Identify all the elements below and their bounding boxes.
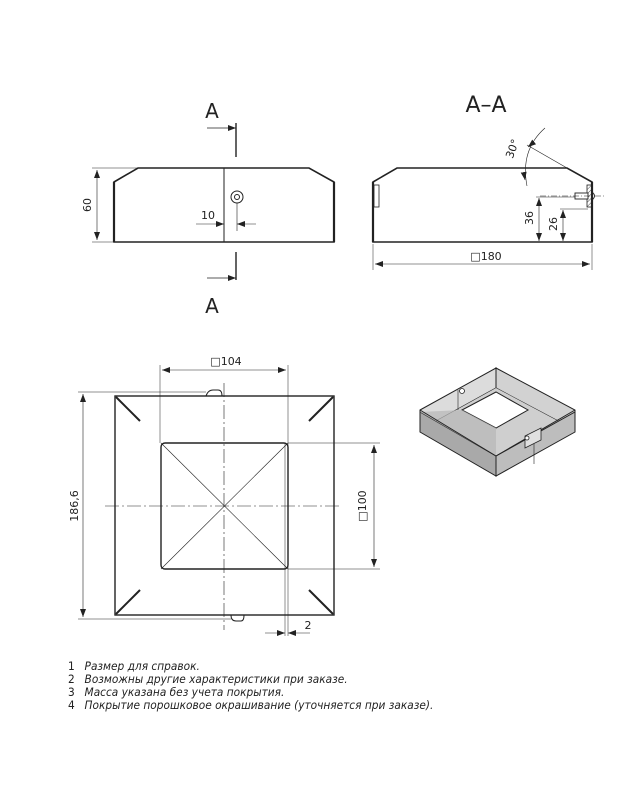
note-item: 4 Покрытие порошковое окрашивание (уточняется при заказе). [68, 698, 434, 712]
note-item: 1 Размер для справок. [68, 659, 200, 673]
dim-36: 36 [523, 211, 536, 225]
dim-width: □180 [470, 250, 502, 263]
top-view [78, 365, 380, 636]
dim-inner-top: □104 [210, 355, 242, 368]
front-view [92, 123, 334, 280]
section-view [373, 128, 604, 270]
section-label-top: A [205, 99, 219, 123]
dim-offset: 10 [201, 209, 215, 222]
section-title: A–A [465, 93, 507, 118]
note-item: 2 Возможны другие характеристики при заказе. [68, 672, 348, 686]
section-label-bottom: A [205, 294, 219, 318]
note-item: 3 Масса указана без учета покрытия. [68, 685, 285, 699]
bolt-icon [231, 191, 243, 203]
isometric-view [420, 368, 575, 476]
dim-height: 60 [81, 198, 94, 212]
dim-angle: 30° [503, 137, 523, 161]
dim-inner-side: □100 [356, 490, 369, 522]
dim-gap: 2 [304, 619, 312, 632]
notes-list [68, 660, 433, 712]
dim-26: 26 [547, 217, 560, 231]
dim-overall: 186,6 [68, 490, 81, 522]
